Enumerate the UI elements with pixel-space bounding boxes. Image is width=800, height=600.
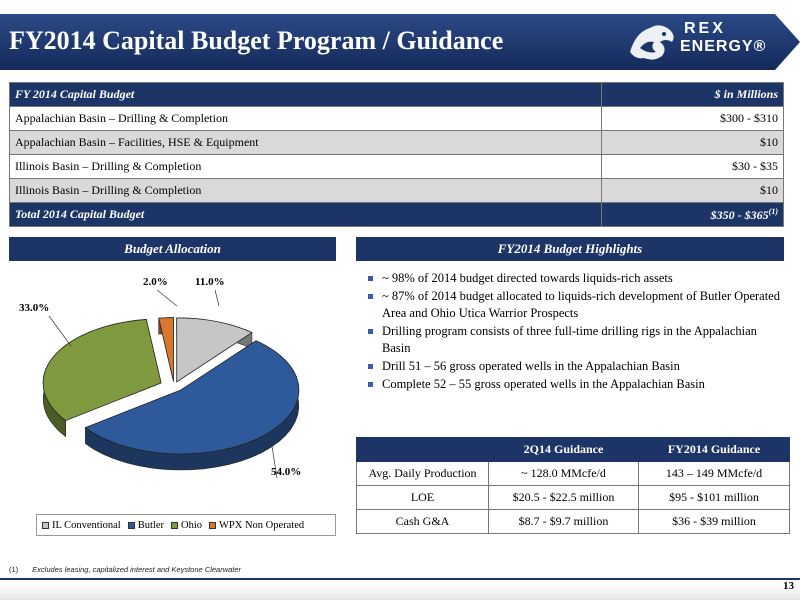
legend-swatch — [209, 522, 216, 529]
rex-energy-logo — [626, 18, 794, 66]
footnote-reference: (1) — [768, 206, 778, 216]
slice-label-butler: 54.0% — [271, 466, 302, 478]
budget-total-amount: $350 - $365 — [710, 207, 769, 222]
footer-divider — [0, 578, 800, 580]
budget-row-value: $30 - $35 — [601, 155, 783, 179]
legend-label: IL Conventional — [52, 519, 121, 531]
legend-swatch — [171, 522, 178, 529]
guidance-cell: $36 - $39 million — [639, 510, 790, 534]
budget-row-value: $10 — [601, 179, 783, 203]
legend-swatch — [128, 522, 135, 529]
logo-emblem-icon — [626, 18, 680, 64]
list-item — [366, 323, 786, 357]
guidance-row-label: Avg. Daily Production — [357, 462, 489, 486]
table-row — [10, 155, 784, 179]
legend-item — [42, 520, 121, 531]
footnote-marker: (1) — [9, 565, 19, 574]
bullet-square-icon — [368, 329, 373, 334]
guidance-cell: $95 - $101 million — [639, 486, 790, 510]
slice-label-wpx: 2.0% — [143, 276, 168, 288]
list-item — [366, 376, 786, 393]
budget-allocation-chart — [9, 268, 336, 538]
legend-item — [171, 520, 202, 531]
highlight-text: Complete 52 – 55 gross operated wells in the Appalachian Basin — [382, 377, 705, 391]
logo-text-energy: ENERGY® — [680, 38, 767, 55]
bullet-square-icon — [368, 364, 373, 369]
legend-label: Ohio — [180, 519, 202, 531]
guidance-table — [356, 437, 790, 534]
guidance-header-fy2014: FY2014 Guidance — [639, 438, 790, 462]
slice-label-il-conventional: 11.0% — [195, 276, 225, 288]
title-bar — [0, 12, 800, 72]
guidance-row-label: LOE — [357, 486, 489, 510]
guidance-header-2q14: 2Q14 Guidance — [489, 438, 639, 462]
pie-slice-wpx-non-operated — [159, 318, 174, 382]
legend-label: WPX Non Operated — [218, 519, 305, 531]
guidance-header-blank — [357, 438, 489, 462]
table-row — [10, 107, 784, 131]
table-row — [357, 510, 790, 534]
bullet-square-icon — [368, 276, 373, 281]
slice-leader-line — [215, 290, 219, 306]
bullet-square-icon — [368, 294, 373, 299]
list-item — [366, 358, 786, 375]
budget-row-label: Illinois Basin – Drilling & Completion — [10, 155, 602, 179]
capital-budget-table — [9, 82, 784, 227]
guidance-cell: $8.7 - $9.7 million — [489, 510, 639, 534]
list-item — [366, 288, 786, 322]
budget-highlights-heading: FY2014 Budget Highlights — [356, 237, 784, 261]
budget-row-label: Illinois Basin – Drilling & Completion — [10, 179, 602, 203]
legend-label: Butler — [137, 519, 164, 531]
budget-row-value: $300 - $310 — [601, 107, 783, 131]
legend-item — [209, 520, 304, 531]
table-row — [10, 131, 784, 155]
highlight-text: Drilling program consists of three full-time drilling rigs in the Appalachian Basin — [382, 324, 757, 355]
list-item — [366, 270, 786, 287]
legend-swatch — [42, 522, 49, 529]
table-row — [357, 486, 790, 510]
guidance-cell: ~ 128.0 MMcfe/d — [489, 462, 639, 486]
budget-row-label: Appalachian Basin – Facilities, HSE & Equipment — [10, 131, 602, 155]
highlight-text: ~ 87% of 2014 budget allocated to liquids-rich development of Butler Operated Area and Ohio Utica Warrior Prospects — [382, 289, 780, 320]
highlight-text: Drill 51 – 56 gross operated wells in the Appalachian Basin — [382, 359, 680, 373]
guidance-cell: $20.5 - $22.5 million — [489, 486, 639, 510]
guidance-table-header — [357, 438, 790, 462]
budget-allocation-heading: Budget Allocation — [9, 237, 336, 261]
footnote-text: Excludes leasing, capitalized interest and Keystone Clearwater — [32, 565, 242, 574]
guidance-cell: 143 – 149 MMcfe/d — [639, 462, 790, 486]
legend-item — [128, 520, 164, 531]
footer-band — [0, 584, 800, 600]
footnote — [9, 565, 241, 574]
table-row — [10, 179, 784, 203]
highlight-text: ~ 98% of 2014 budget directed towards liquids-rich assets — [382, 271, 673, 285]
budget-total-label: Total 2014 Capital Budget — [10, 203, 602, 227]
budget-highlights-list — [366, 270, 786, 394]
budget-header-unit: $ in Millions — [601, 83, 783, 107]
budget-row-label: Appalachian Basin – Drilling & Completion — [10, 107, 602, 131]
slice-leader-line — [49, 316, 71, 346]
slice-leader-line — [157, 290, 177, 306]
chart-legend — [36, 514, 336, 536]
table-row — [357, 462, 790, 486]
page-number: 13 — [783, 580, 794, 592]
logo-text-rex: REX — [684, 20, 726, 37]
budget-total-value — [601, 203, 783, 227]
bullet-square-icon — [368, 382, 373, 387]
budget-table-header — [10, 83, 784, 107]
slice-label-ohio: 33.0% — [19, 302, 50, 314]
guidance-row-label: Cash G&A — [357, 510, 489, 534]
page-title: FY2014 Capital Budget Program / Guidance — [9, 26, 504, 55]
budget-header-label: FY 2014 Capital Budget — [10, 83, 602, 107]
budget-total-row — [10, 203, 784, 227]
budget-row-value: $10 — [601, 131, 783, 155]
